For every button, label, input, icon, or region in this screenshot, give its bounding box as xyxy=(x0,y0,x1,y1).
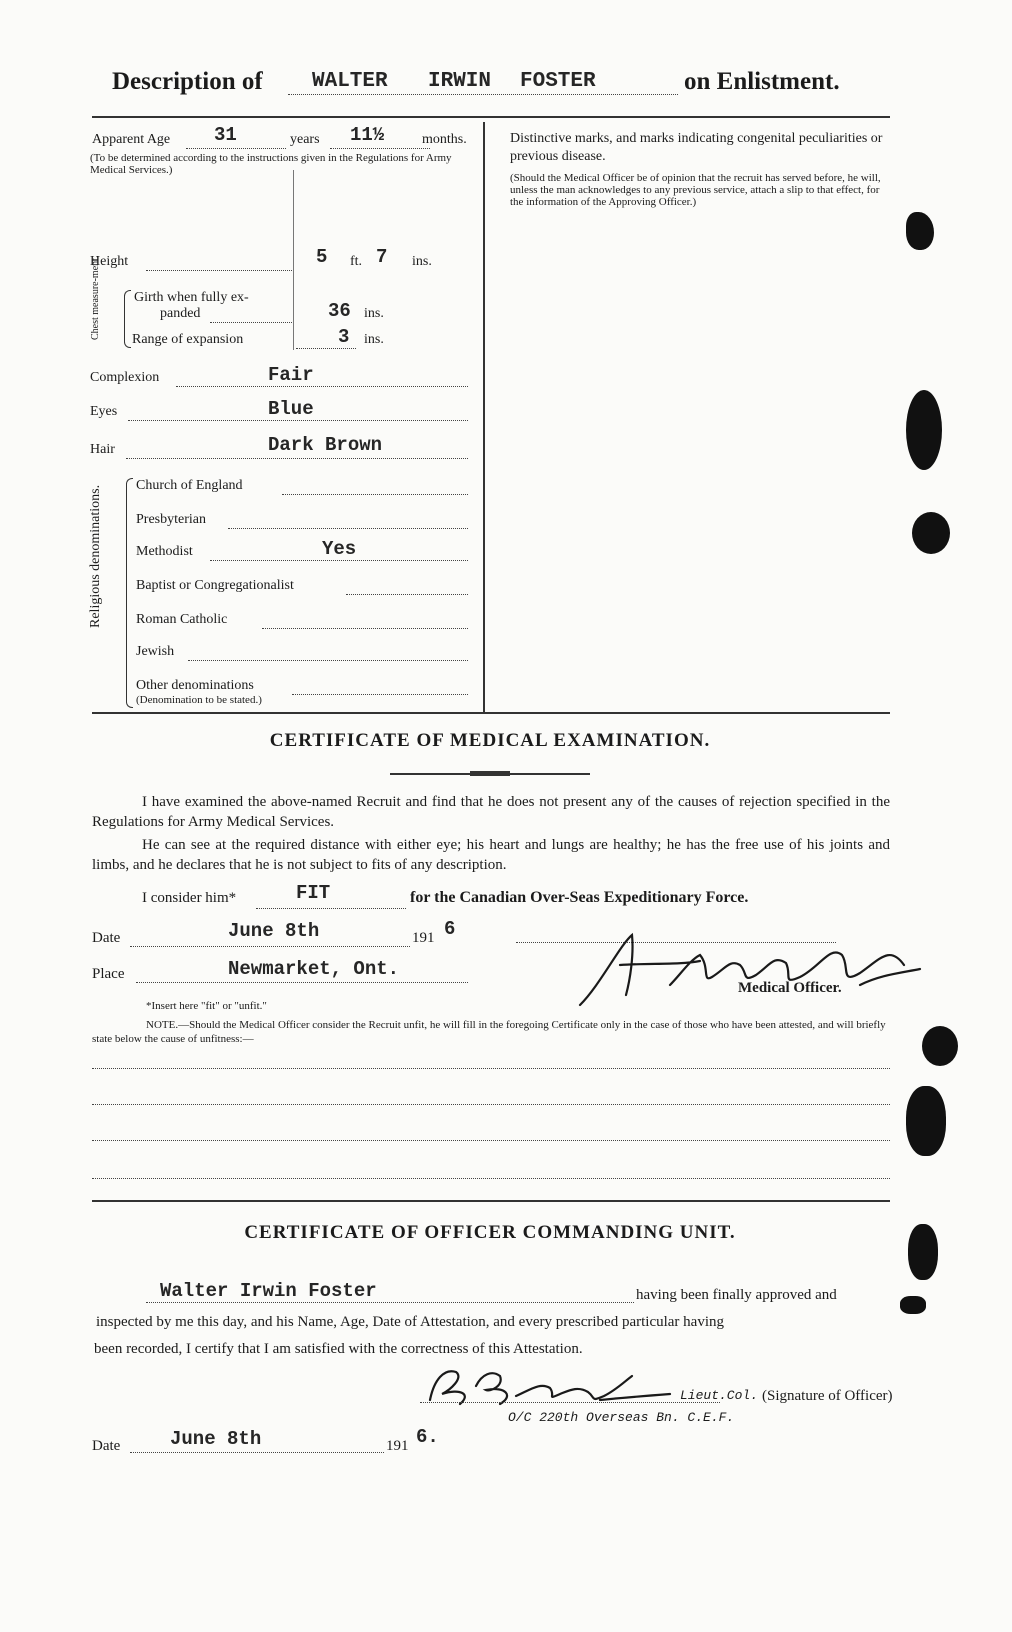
medical-officer-signature xyxy=(560,925,930,1015)
girth-label-1: Girth when fully ex- xyxy=(134,290,249,305)
unit-text: O/C 220th Overseas Bn. C.E.F. xyxy=(508,1410,735,1425)
section-rule xyxy=(92,712,890,714)
inspected-text: inspected by me this day, and his Name, Age, Date of Attestation, and every prescribed particular having xyxy=(96,1314,725,1330)
binding-mark-4 xyxy=(922,1026,958,1066)
girth-unit: ins. xyxy=(364,306,384,321)
commanding-year-digit: 6. xyxy=(416,1426,439,1448)
jewish-line xyxy=(188,660,468,661)
baptist-line xyxy=(346,594,468,595)
religion-label-jewish: Jewish xyxy=(136,644,175,659)
binding-mark-6 xyxy=(908,1224,938,1280)
height-in-value: 7 xyxy=(376,246,388,268)
rank-text: Lieut.Col. xyxy=(680,1388,759,1403)
presbyterian-line xyxy=(228,528,468,529)
commanding-year-prefix: 191 xyxy=(386,1438,409,1454)
chest-brace xyxy=(124,290,131,348)
recruit-middle-name: IRWIN xyxy=(428,70,492,93)
binding-mark-5 xyxy=(906,1086,946,1156)
binding-mark-1 xyxy=(906,212,934,250)
hair-value: Dark Brown xyxy=(268,434,383,456)
commanding-certificate-heading: CERTIFICATE OF OFFICER COMMANDING UNIT. xyxy=(244,1222,736,1243)
commanding-signature-line xyxy=(420,1402,720,1403)
age-years-value: 31 xyxy=(214,124,237,146)
age-note: (To be determined according to the instructions given in the Regulations for Army Medical Services.) xyxy=(90,152,452,176)
medical-certificate-heading: CERTIFICATE OF MEDICAL EXAMINATION. xyxy=(269,730,711,751)
column-divider xyxy=(483,122,485,712)
place-value: Newmarket, Ont. xyxy=(228,958,400,980)
fitness-value: FIT xyxy=(296,882,331,904)
unfitness-line-1 xyxy=(92,1068,890,1069)
name-underline xyxy=(288,94,678,95)
range-line xyxy=(296,348,356,349)
approved-text: having been finally approved and xyxy=(636,1287,837,1303)
complexion-value: Fair xyxy=(268,364,314,386)
range-unit: ins. xyxy=(364,332,384,347)
age-months-value: 11½ xyxy=(350,124,385,146)
age-line xyxy=(186,148,286,149)
religion-label-roman-catholic: Roman Catholic xyxy=(136,612,228,627)
binding-mark-7 xyxy=(900,1296,926,1314)
recruit-name-line xyxy=(146,1302,634,1303)
measure-divider xyxy=(293,170,294,350)
recruit-first-name: WALTER xyxy=(312,70,388,93)
religion-label-presbyterian: Presbyterian xyxy=(136,512,206,527)
medical-paragraph-2: He can see at the required distance with either eye; his heart and lungs are healthy; he has the free use of his joints and limbs, and he declares that he is not subject to fits of any description. xyxy=(92,837,890,873)
hair-label: Hair xyxy=(90,442,115,457)
unfitness-line-4 xyxy=(92,1178,890,1179)
height-line xyxy=(146,270,292,271)
roman-catholic-line xyxy=(262,628,468,629)
distinctive-marks-label: Distinctive marks, and marks indicating congenital peculiarities or previous disease. xyxy=(510,131,883,164)
complexion-label: Complexion xyxy=(90,370,160,385)
unfitness-note: NOTE.—Should the Medical Officer consider the Recruit unfit, he will fill in the foregoing Certificate only in the case of those who have been attested, and will briefly state below the cause of unfitness:— xyxy=(92,1019,886,1045)
medical-date-label: Date xyxy=(92,930,121,946)
methodist-line xyxy=(210,560,468,561)
recruit-last-name: FOSTER xyxy=(520,70,596,93)
girth-value: 36 xyxy=(328,300,351,322)
place-label: Place xyxy=(92,966,125,982)
height-ins-label: ins. xyxy=(412,254,432,269)
eyes-label: Eyes xyxy=(90,404,118,419)
age-label: Apparent Age xyxy=(92,132,171,147)
other-denomination-note: (Denomination to be stated.) xyxy=(136,694,262,706)
distinctive-marks-note: (Should the Medical Officer be of opinion that the recruit has served before, he will, unless the man acknowledges to any previous service, attach a slip to that effect, for the information of the Approving Officer.) xyxy=(510,172,881,208)
hair-line xyxy=(126,458,468,459)
medical-year-prefix: 191 xyxy=(412,930,435,946)
chest-label: Chest measure-ment. xyxy=(90,255,101,340)
religion-label-methodist: Methodist xyxy=(136,544,193,559)
unfitness-line-2 xyxy=(92,1104,890,1105)
header-rule xyxy=(92,116,890,118)
other-line xyxy=(292,694,468,695)
methodist-value: Yes xyxy=(322,538,357,560)
girth-line xyxy=(210,322,292,323)
height-ft-value: 5 xyxy=(316,246,328,268)
commanding-date-label: Date xyxy=(92,1438,121,1454)
consider-line xyxy=(256,908,406,909)
binding-mark-3 xyxy=(912,512,950,554)
title-prefix: Description of xyxy=(112,68,263,95)
girth-label-2: panded xyxy=(160,306,201,321)
medical-date-line xyxy=(130,946,410,947)
range-value: 3 xyxy=(338,326,350,348)
unfitness-line-3 xyxy=(92,1140,890,1141)
religion-label-other: Other denominations xyxy=(136,678,254,693)
church-of-england-line xyxy=(282,494,468,495)
commanding-date-value: June 8th xyxy=(170,1428,262,1450)
recorded-text: been recorded, I certify that I am satisfied with the correctness of this Attestation. xyxy=(94,1341,583,1357)
insert-note: *Insert here "fit" or "unfit." xyxy=(146,1000,267,1012)
religion-brace xyxy=(126,478,133,708)
medical-date-value: June 8th xyxy=(228,920,320,942)
height-label: Height xyxy=(90,254,129,269)
medical-officer-label: Medical Officer. xyxy=(738,980,842,996)
eyes-line xyxy=(128,420,468,421)
medical-year-digit: 6 xyxy=(444,918,456,940)
religion-group-label: Religious denominations. xyxy=(88,484,103,628)
signature-of-officer-label: (Signature of Officer) xyxy=(762,1388,893,1404)
place-line xyxy=(136,982,468,983)
commanding-recruit-name: Walter Irwin Foster xyxy=(160,1280,377,1302)
religion-label-church-of-england: Church of England xyxy=(136,478,243,493)
medical-paragraph-1: I have examined the above-named Recruit and find that he does not present any of the causes of rejection specified in the Regulations for Army Medical Services. xyxy=(92,794,890,830)
force-text: for the Canadian Over-Seas Expeditionary Force. xyxy=(410,889,749,906)
years-label: years xyxy=(290,132,320,147)
range-label: Range of expansion xyxy=(132,332,244,347)
section-rule-2 xyxy=(92,1200,890,1202)
commanding-date-line xyxy=(130,1452,384,1453)
heading-ornament-center xyxy=(470,771,510,776)
ft-label: ft. xyxy=(350,254,363,269)
religion-label-baptist: Baptist or Congregationalist xyxy=(136,578,294,593)
title-suffix: on Enlistment. xyxy=(684,68,840,95)
months-label: months. xyxy=(422,132,467,147)
months-line xyxy=(330,148,430,149)
eyes-value: Blue xyxy=(268,398,314,420)
complexion-line xyxy=(176,386,468,387)
consider-label: I consider him* xyxy=(142,890,237,906)
binding-mark-2 xyxy=(906,390,942,470)
